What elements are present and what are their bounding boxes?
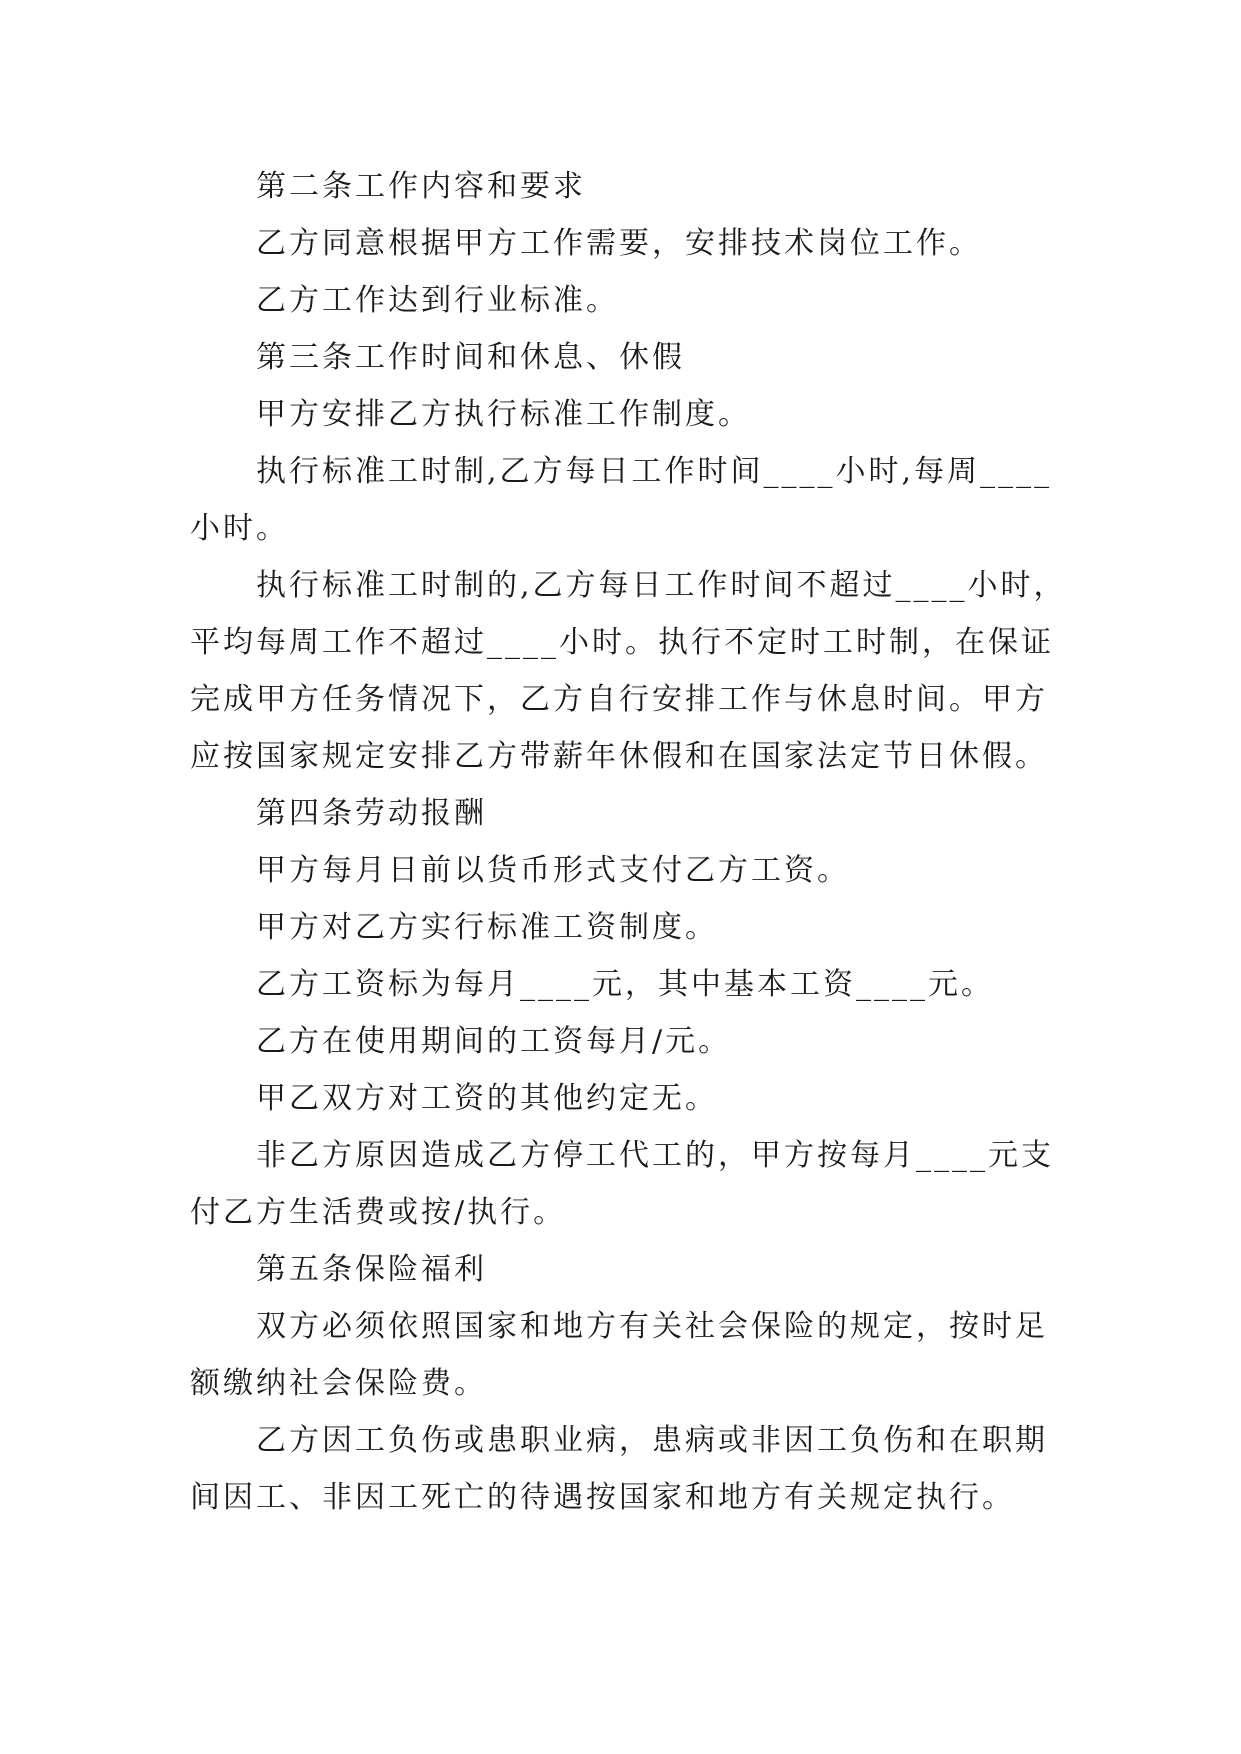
article-2-heading: 第二条工作内容和要求 (256, 169, 586, 204)
paragraph: 甲方安排乙方执行标准工作制度。 (256, 397, 751, 432)
paragraph: 非乙方原因造成乙方停工代工的，甲方按每月____元支付乙方生活费或按/执行。 (190, 1138, 1054, 1230)
paragraph: 乙方因工负伤或患职业病，患病或非因工负伤和在职期间因工、非因工死亡的待遇按国家和地方有关规定执行。 (190, 1423, 1048, 1515)
article-5-heading: 第五条保险福利 (256, 1252, 487, 1287)
paragraph: 执行标准工时制,乙方每日工作时间____小时,每周____小时。 (190, 454, 1053, 546)
paragraph: 执行标准工时制的,乙方每日工作时间不超过____小时，平均每周工作不超过____小时。执行不定时工时制，在保证完成甲方任务情况下，乙方自行安排工作与休息时间。甲方应按国家规定安排乙方带薪年休假和在国家法定节日休假。 (190, 568, 1067, 774)
paragraph: 乙方工作达到行业标准。 (256, 283, 619, 318)
paragraph: 乙方工资标为每月____元，其中基本工资____元。 (256, 967, 994, 1002)
paragraph: 甲方对乙方实行标准工资制度。 (256, 910, 718, 945)
article-4-heading: 第四条劳动报酬 (256, 796, 487, 831)
paragraph: 双方必须依照国家和地方有关社会保险的规定，按时足额缴纳社会保险费。 (190, 1309, 1048, 1401)
paragraph: 甲乙双方对工资的其他约定无。 (256, 1081, 718, 1116)
paragraph: 甲方每月日前以货币形式支付乙方工资。 (256, 853, 850, 888)
paragraph: 乙方同意根据甲方工作需要，安排技术岗位工作。 (256, 226, 982, 261)
document-body (190, 158, 1070, 1526)
paragraph: 乙方在使用期间的工资每月/元。 (256, 1024, 732, 1059)
article-3-heading: 第三条工作时间和休息、休假 (256, 340, 685, 375)
